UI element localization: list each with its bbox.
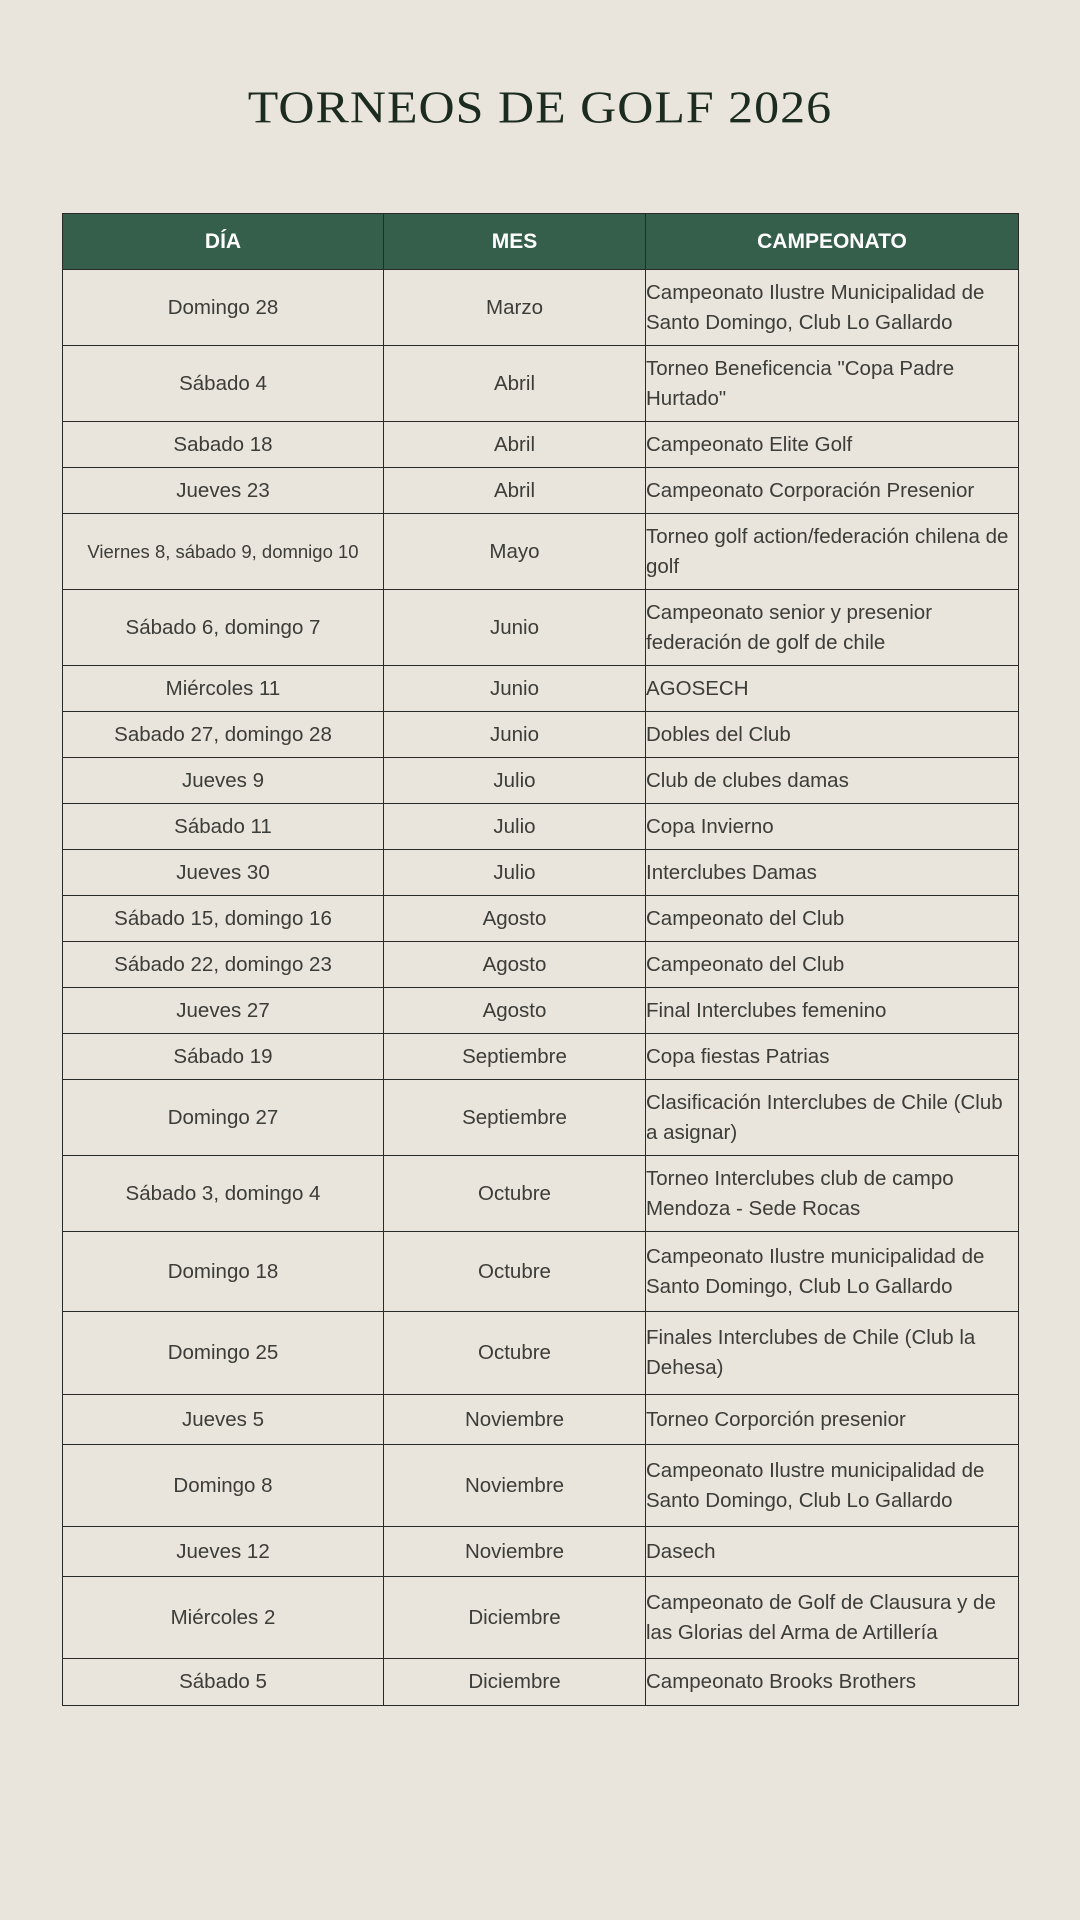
day-cell: Jueves 27 — [63, 988, 384, 1034]
event-cell: Clasificación Interclubes de Chile (Club a asignar) — [646, 1080, 1019, 1156]
table-row — [63, 1577, 1019, 1659]
month-cell: Noviembre — [384, 1527, 646, 1577]
table-row — [63, 1445, 1019, 1527]
event-cell: Club de clubes damas — [646, 758, 1019, 804]
event-cell: Torneo Interclubes club de campo Mendoza - Sede Rocas — [646, 1156, 1019, 1232]
day-cell: Sabado 18 — [63, 422, 384, 468]
day-cell: Jueves 9 — [63, 758, 384, 804]
event-cell: Campeonato Corporación Presenior — [646, 468, 1019, 514]
event-cell: Copa fiestas Patrias — [646, 1034, 1019, 1080]
day-cell: Sábado 5 — [63, 1659, 384, 1706]
column-header-month: MES — [384, 214, 646, 270]
month-cell: Diciembre — [384, 1577, 646, 1659]
table-row — [63, 1527, 1019, 1577]
month-cell: Agosto — [384, 988, 646, 1034]
table-row — [63, 468, 1019, 514]
table-row — [63, 1080, 1019, 1156]
day-cell: Jueves 23 — [63, 468, 384, 514]
event-cell: AGOSECH — [646, 666, 1019, 712]
event-cell: Campeonato del Club — [646, 942, 1019, 988]
table-row — [63, 346, 1019, 422]
event-cell: Dobles del Club — [646, 712, 1019, 758]
table-row — [63, 712, 1019, 758]
event-cell: Dasech — [646, 1527, 1019, 1577]
month-cell: Julio — [384, 758, 646, 804]
table-row — [63, 422, 1019, 468]
table-row — [63, 942, 1019, 988]
table-row — [63, 804, 1019, 850]
event-cell: Finales Interclubes de Chile (Club la Dehesa) — [646, 1312, 1019, 1395]
month-cell: Marzo — [384, 270, 646, 346]
month-cell: Octubre — [384, 1156, 646, 1232]
month-cell: Septiembre — [384, 1034, 646, 1080]
day-cell: Sábado 19 — [63, 1034, 384, 1080]
day-cell: Miércoles 2 — [63, 1577, 384, 1659]
month-cell: Octubre — [384, 1232, 646, 1312]
tournament-schedule-table — [62, 213, 1019, 1706]
event-cell: Torneo golf action/federación chilena de golf — [646, 514, 1019, 590]
column-header-day: DÍA — [63, 214, 384, 270]
day-cell: Domingo 8 — [63, 1445, 384, 1527]
table-row — [63, 1156, 1019, 1232]
day-cell: Sábado 15, domingo 16 — [63, 896, 384, 942]
month-cell: Septiembre — [384, 1080, 646, 1156]
event-cell: Campeonato senior y presenior federación de golf de chile — [646, 590, 1019, 666]
event-cell: Interclubes Damas — [646, 850, 1019, 896]
event-cell: Campeonato de Golf de Clausura y de las Glorias del Arma de Artillería — [646, 1577, 1019, 1659]
month-cell: Julio — [384, 850, 646, 896]
day-cell: Jueves 12 — [63, 1527, 384, 1577]
day-cell: Sábado 6, domingo 7 — [63, 590, 384, 666]
month-cell: Noviembre — [384, 1395, 646, 1445]
event-cell: Campeonato Brooks Brothers — [646, 1659, 1019, 1706]
month-cell: Noviembre — [384, 1445, 646, 1527]
event-cell: Campeonato Ilustre Municipalidad de Santo Domingo, Club Lo Gallardo — [646, 270, 1019, 346]
day-cell: Domingo 18 — [63, 1232, 384, 1312]
table-header — [63, 214, 1019, 270]
month-cell: Junio — [384, 666, 646, 712]
day-cell: Viernes 8, sábado 9, domnigo 10 — [63, 514, 384, 590]
table-row — [63, 758, 1019, 804]
column-header-event: CAMPEONATO — [646, 214, 1019, 270]
table-row — [63, 1395, 1019, 1445]
table-row — [63, 1232, 1019, 1312]
event-cell: Torneo Beneficencia "Copa Padre Hurtado" — [646, 346, 1019, 422]
event-cell: Torneo Corporción presenior — [646, 1395, 1019, 1445]
month-cell: Junio — [384, 590, 646, 666]
table-row — [63, 666, 1019, 712]
month-cell: Agosto — [384, 896, 646, 942]
event-cell: Copa Invierno — [646, 804, 1019, 850]
table-row — [63, 270, 1019, 346]
event-cell: Final Interclubes femenino — [646, 988, 1019, 1034]
month-cell: Octubre — [384, 1312, 646, 1395]
table-row — [63, 988, 1019, 1034]
day-cell: Domingo 27 — [63, 1080, 384, 1156]
day-cell: Miércoles 11 — [63, 666, 384, 712]
month-cell: Mayo — [384, 514, 646, 590]
day-cell: Sábado 11 — [63, 804, 384, 850]
day-cell: Sábado 4 — [63, 346, 384, 422]
day-cell: Sábado 3, domingo 4 — [63, 1156, 384, 1232]
day-cell: Sábado 22, domingo 23 — [63, 942, 384, 988]
event-cell: Campeonato Ilustre municipalidad de Santo Domingo, Club Lo Gallardo — [646, 1445, 1019, 1527]
table-body — [63, 270, 1019, 1706]
event-cell: Campeonato Elite Golf — [646, 422, 1019, 468]
month-cell: Abril — [384, 346, 646, 422]
table-row — [63, 896, 1019, 942]
day-cell: Jueves 30 — [63, 850, 384, 896]
month-cell: Abril — [384, 468, 646, 514]
month-cell: Junio — [384, 712, 646, 758]
table-row — [63, 514, 1019, 590]
table-row — [63, 850, 1019, 896]
month-cell: Diciembre — [384, 1659, 646, 1706]
header-row — [63, 214, 1019, 270]
day-cell: Sabado 27, domingo 28 — [63, 712, 384, 758]
table-row — [63, 1312, 1019, 1395]
table-row — [63, 1659, 1019, 1706]
month-cell: Agosto — [384, 942, 646, 988]
page-title: TORNEOS DE GOLF 2026 — [247, 81, 833, 133]
event-cell: Campeonato Ilustre municipalidad de Santo Domingo, Club Lo Gallardo — [646, 1232, 1019, 1312]
event-cell: Campeonato del Club — [646, 896, 1019, 942]
table-row — [63, 1034, 1019, 1080]
day-cell: Jueves 5 — [63, 1395, 384, 1445]
month-cell: Abril — [384, 422, 646, 468]
table-row — [63, 590, 1019, 666]
day-cell: Domingo 28 — [63, 270, 384, 346]
month-cell: Julio — [384, 804, 646, 850]
day-cell: Domingo 25 — [63, 1312, 384, 1395]
